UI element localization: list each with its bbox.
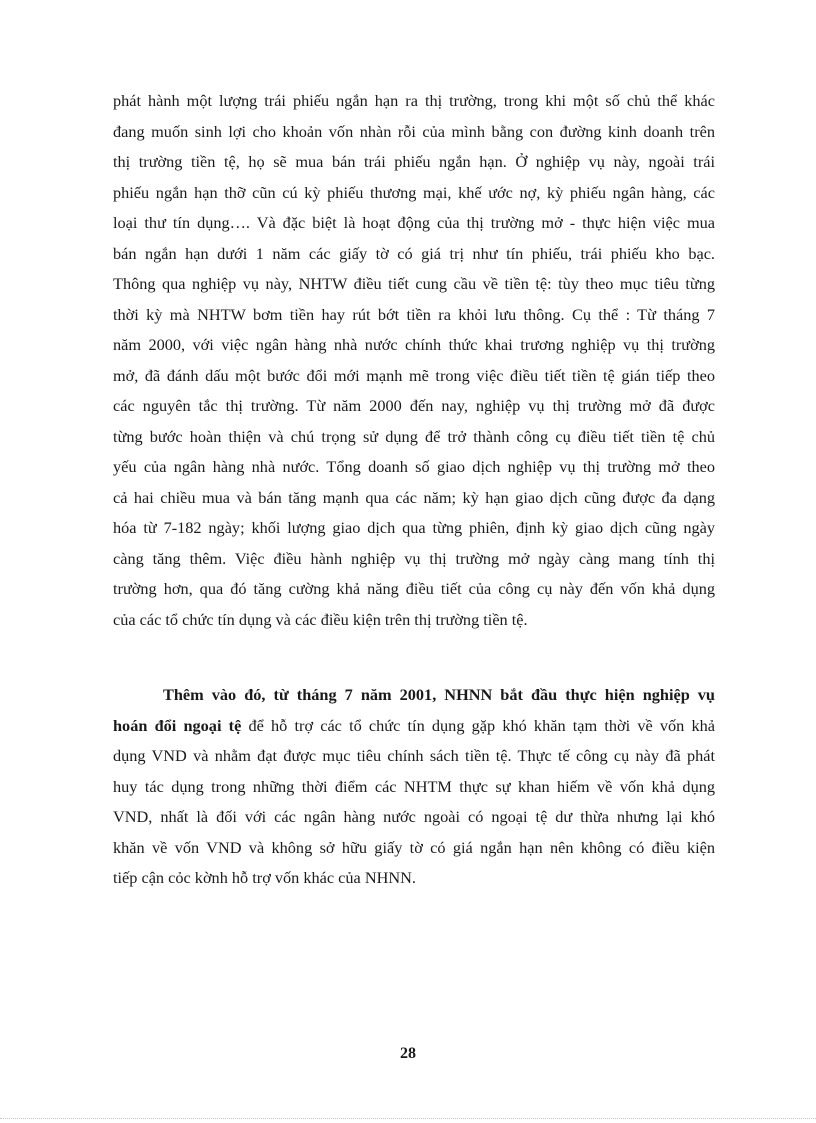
text-line: Thông qua nghiệp vụ này, NHTW điều tiết cung cầu về tiền tệ: tùy theo mục tiêu từng [113,274,715,293]
text-line: yếu của ngân hàng nhà nước. Tổng doanh số giao dịch nghiệp vụ thị trường mở theo [113,457,715,476]
paragraph-2 [113,680,715,894]
text-line [113,711,715,742]
text-line: loại thư tín dụng…. Và đặc biệt là hoạt động của thị trường mở - thực hiện việc mua [113,213,715,232]
text-line: hóa từ 7-182 ngày; khối lượng giao dịch qua từng phiên, định kỳ giao dịch cũng ngày [113,518,715,537]
page-number: 28 [400,1045,416,1062]
text-line: phiếu ngắn hạn thỡ cũn cú kỳ phiếu thương mại, khế ước nợ, kỳ phiếu ngân hàng, các [113,182,715,202]
text-line: dụng VND và nhằm đạt được mục tiêu chính sách tiền tệ. Thực tế công cụ này đã phát [113,746,715,765]
text-line: thời kỳ mà NHTW bơm tiền hay rút bớt tiền ra khỏi lưu thông. Cụ thể : Từ tháng 7 [113,304,715,324]
text-line: huy tác dụng trong những thời điểm các NHTM thực sự khan hiếm về vốn khả dụng [113,776,715,796]
text-line: mở, đã đánh dấu một bước đổi mới mạnh mẽ trong việc điều tiết tiền tệ gián tiếp theo [113,365,715,385]
paragraph-1 [113,86,715,635]
text-line: năm 2000, với việc ngân hàng nhà nước chính thức khai trương nghiệp vụ thị trường [113,335,715,354]
bold-term: hoán đổi ngoại tệ [113,715,242,735]
text-line: càng tăng thêm. Việc điều hành nghiệp vụ thị trường mở ngày càng mang tính thị [113,548,715,568]
text-line: các nguyên tắc thị trường. Từ năm 2000 đến nay, nghiệp vụ thị trường mở đã được [113,396,715,415]
text-line: từng bước hoàn thiện và chú trọng sử dụng để trở thành công cụ điều tiết tiền tệ chủ [113,426,715,446]
page-bottom-rule [0,1118,816,1119]
text-line: khăn về vốn VND và không sở hữu giấy tờ có giá ngắn hạn nên không có điều kiện [113,837,715,857]
text-line: tiếp cận cỏc kờnh hỗ trợ vốn khác của NHNN. [113,868,416,887]
text-line: cả hai chiều mua và bán tăng mạnh qua các năm; kỳ hạn giao dịch cũng được đa dạng [113,487,715,507]
text-line: phát hành một lượng trái phiếu ngắn hạn ra thị trường, trong khi một số chủ thể khác [113,91,715,110]
text-line: của các tổ chức tín dụng và các điều kiện trên thị trường tiền tệ. [113,609,528,629]
text-line: thị trường tiền tệ, họ sẽ mua bán trái phiếu ngắn hạn. Ở nghiệp vụ này, ngoài trái [113,152,715,171]
text-line: bán ngắn hạn dưới 1 năm các giấy tờ có giá trị như tín phiếu, trái phiếu kho bạc. [113,243,715,263]
text-line-bold: Thêm vào đó, từ tháng 7 năm 2001, NHNN bắt đầu thực hiện nghiệp vụ [163,685,715,704]
text-run: để hỗ trợ các tổ chức tín dụng gặp khó khăn tạm thời về vốn khả [241,715,715,735]
text-line: VND, nhất là đối với các ngân hàng nước ngoài có ngoại tệ dư thừa nhưng lại khó [113,807,715,826]
text-line: trường hơn, qua đó tăng cường khả năng điều tiết của công cụ này đến vốn khả dụng [113,579,715,598]
text-line: đang muốn sinh lợi cho khoản vốn nhàn rỗi của mình bằng con đường kinh doanh trên [113,121,715,141]
